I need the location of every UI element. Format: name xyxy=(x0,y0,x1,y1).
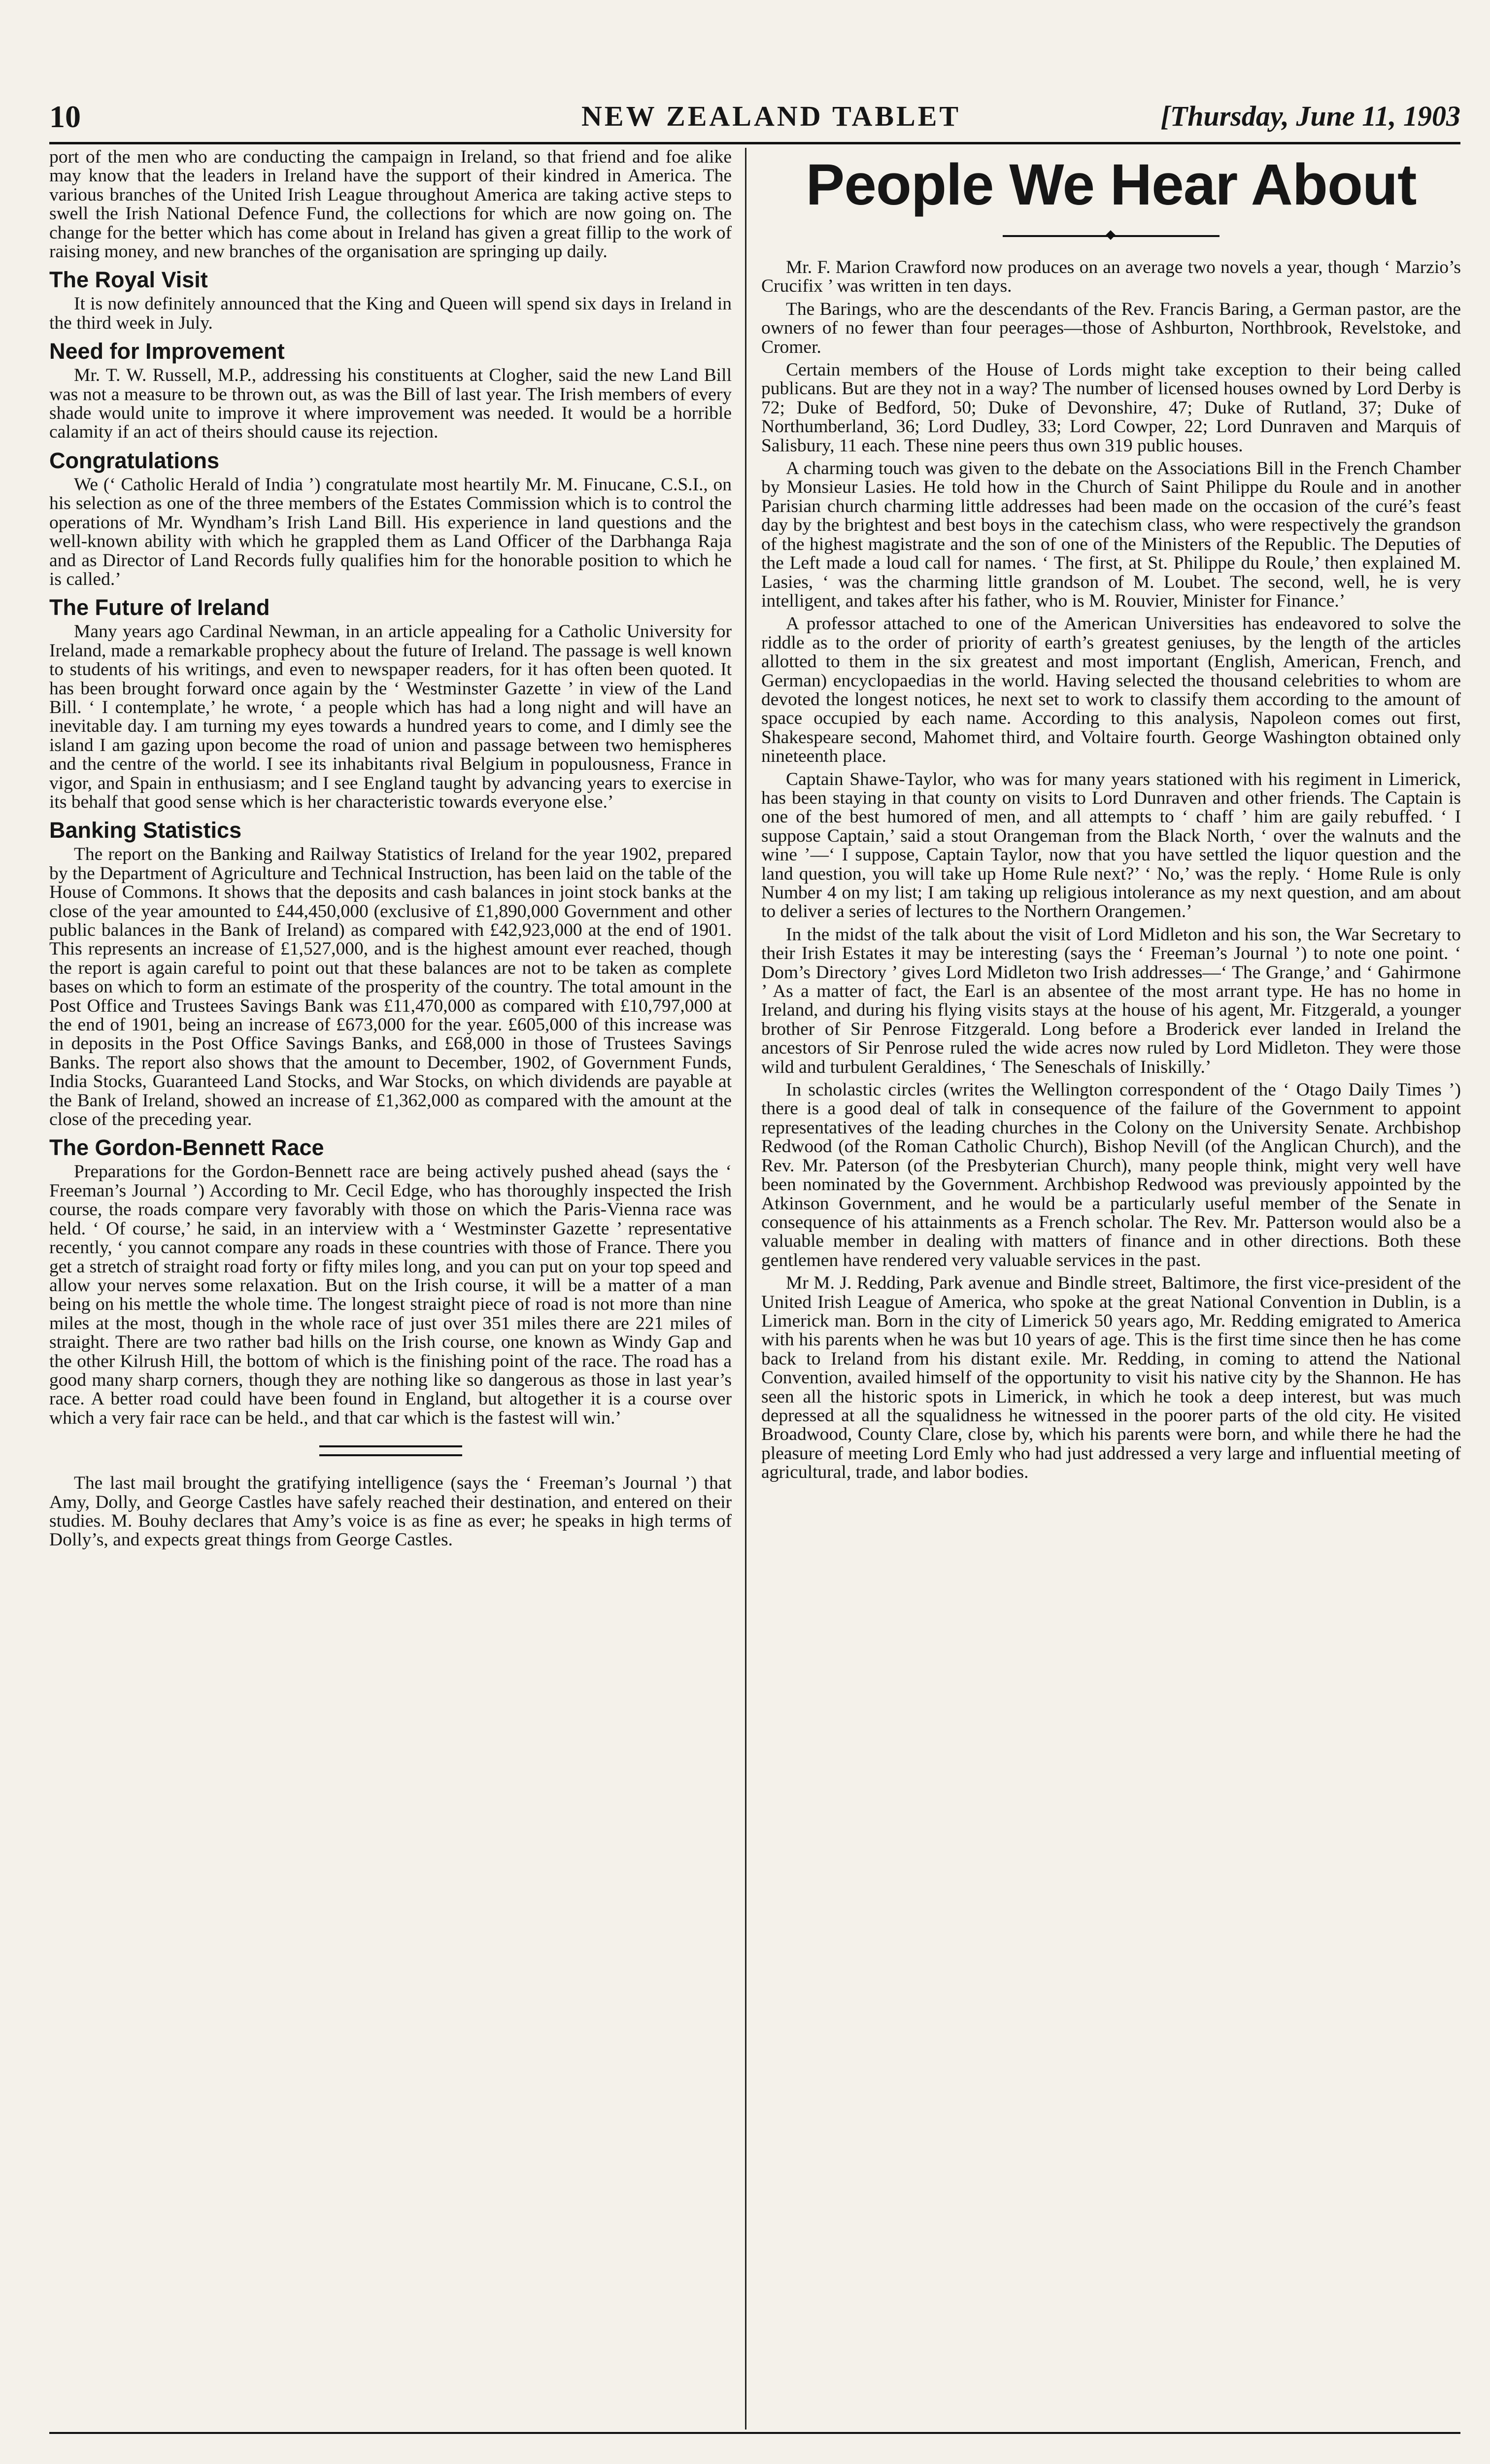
right-column xyxy=(761,148,1461,2439)
column-title: People We Hear About xyxy=(806,152,1417,217)
section-heading: Banking Statistics xyxy=(49,818,242,843)
section-end-rule xyxy=(319,1454,462,1456)
header-rule xyxy=(49,142,1460,144)
article-paragraph: Mr. T. W. Russell, M.P., addressing his constituents at Clogher, said the new Land Bill was not a measure to be thrown out, as was the Bill of last year. The Irish members of every shade would unite to improve it where improvement was needed. It would be a horrible calamity if an act of theirs should cause its rejection. xyxy=(49,365,732,443)
section-end-rule xyxy=(319,1445,462,1447)
news-item: The Barings, who are the descendants of the Rev. Francis Baring, a German pastor, are the owners of no fewer than four peerages—those of Ashburton, Northbrook, Revelstoke, and Cromer. xyxy=(761,299,1461,357)
news-item: In the midst of the talk about the visit of Lord Midleton and his son, the War Secretary to their Irish Estates it may be interesting (says the ‘ Freeman’s Journal ’) to note one point. ‘ Dom’s Directory ’ gives Lord Midleton two Irish addresses—‘ The Grange,’ and ‘ Gahirmone ’ As a matter of fact, the Earl is an absentee of the most arrant type. He has no home in Ireland, and during his flying visits stays at the house of his agent, Mr. Fitzgerald, a younger brother of Sir Penrose Fitzgerald. Long before a Broderick ever landed in Ireland the ancestors of Sir Penrose ruled the wide acres now ruled by Lord Midleton. They were those wild and turbulent Geraldines, ‘ The Seneschals of Iniskilly.’ xyxy=(761,924,1461,1077)
section-heading: Need for Improvement xyxy=(49,339,285,364)
news-item: Mr M. J. Redding, Park avenue and Bindle street, Baltimore, the first vice-president of the United Irish League of America, who spoke at the great National Convention in Dublin, is a Limerick man. Born in the city of Limerick 50 years ago, Mr. Redding emigrated to America with his parents when he was but 10 years of age. This is the first time since then he has come back to Ireland from his distant exile. Mr. Redding, in coming to attend the National Convention, availed himself of the opportunity to visit his native city by the Shannon. He has seen all the historic spots in Limerick, in which he took a deep interest, but was much depressed at all the squalidness he witnessed in the poorer parts of the old city. He visited Broadwood, County Clare, close by, which his parents were born, and while there he had the pleasure of meeting Lord Emly who had just addressed a very large and influential meeting of agricultural, trade, and labor bodies. xyxy=(761,1273,1461,1483)
article-paragraph: Many years ago Cardinal Newman, in an article appealing for a Catholic University for Ireland, made a remarkable prophecy about the future of Ireland. The passage is well known to students of his writings, and even to newspaper readers, for it has often been quoted. It has been brought forward once again by the ‘ Westminster Gazette ’ in view of the Land Bill. ‘ I contemplate,’ he wrote, ‘ a people which has had a long night and will have an inevitable day. I am turning my eyes towards a hundred years to come, and I dimly see the island I am gazing upon become the road of union and passage between two hemispheres and the centre of the world. I see its inhabitants rival Belgium in populousness, France in vigor, and Spain in enthusiasm; and I see England taught by advancing years to exercise in its behalf that good sense which is her characteristic towards everyone else.’ xyxy=(49,621,732,812)
diamond-icon xyxy=(1106,230,1116,240)
article-paragraph: Preparations for the Gordon-Bennett race are being actively pushed ahead (says the ‘ Freeman’s Journal ’) According to Mr. Cecil Edge, who has thoroughly inspected the Irish course, the roads compare very favorably with those on which the Paris-Vienna race was held. ‘ Of course,’ he said, in an interview with a ‘ Westminster Gazette ’ representative recently, ‘ you cannot compare any roads in these countries with those of France. There you get a stretch of straight road forty or fifty miles long, and you can put on your top speed and allow your nerves some relaxation. But on the Irish course, it will be a matter of a man being on his mettle the whole time. The longest straight piece of road is not more than nine miles at the most, though in the whole race of just over 351 miles there are 221 miles of straight. There are two rather bad hills on the Irish course, one known as Windy Gap and the other Kilrush Hill, the bottom of which is the finishing point of the race. The road has a good many sharp corners, though they are nothing like so dangerous as those in last year’s race. A better road could have been found in England, but altogether it is a course over which a very fair race can be held., and that car which is the fastest will win.’ xyxy=(49,1162,732,1428)
article-banking-statistics xyxy=(49,818,732,1129)
section-heading: Congratulations xyxy=(49,447,219,473)
news-item: Certain members of the House of Lords might take exception to their being called publicans. But are they not in a way? The number of licensed houses owned by Lord Derby is 72; Duke of Bedford, 50; Duke of Devonshire, 47; Duke of Rutland, 37; Duke of Northumberland, 36; Lord Dudley, 33; Lord Cowper, 22; Lord Dunraven and Marquis of Salisbury, 11 each. These nine peers thus own 319 public houses. xyxy=(761,360,1461,456)
title-ornament xyxy=(1003,231,1219,240)
section-heading: The Royal Visit xyxy=(49,267,208,293)
closing-paragraph: The last mail brought the gratifying intelligence (says the ‘ Freeman’s Journal ’) that Amy, Dolly, and George Castles have safely reached their destination, and entered on their studies. M. Bouhy declares that Amy’s voice is as fine as ever; he speaks in high terms of Dolly’s, and expects great things from George Castles. xyxy=(49,1473,732,1550)
issue-date: [Thursday, June 11, 1903 xyxy=(1160,100,1460,132)
news-item: In scholastic circles (writes the Wellington correspondent of the ‘ Otago Daily Times ’) there is a good deal of talk in consequence of the failure of the Government to appoint representatives of the leading churches in the Colony on the University Senate. Archbishop Redwood (of the Roman Catholic Church), Bishop Nevill (of the Anglican Church), and the Rev. Mr. Paterson (of the Presbyterian Church), many people think, might very well have been nominated by the Government. Archbishop Redwood was previously appointed by the Atkinson Government, and he would be a particularly useful member of the Senate in consequence of his attainments as a French scholar. The Rev. Mr. Patterson would also be a valuable member in dealing with matters of finance and in other directions. Both these gentlemen have rendered very valuable services in the past. xyxy=(761,1080,1461,1270)
article-gordon-bennett-race xyxy=(49,1135,732,1428)
section-heading: The Future of Ireland xyxy=(49,595,270,620)
section-heading: The Gordon-Bennett Race xyxy=(49,1135,324,1161)
article-paragraph: The report on the Banking and Railway Statistics of Ireland for the year 1902, prepared by the Department of Agriculture and Technical Instruction, has been laid on the table of the House of Commons. It shows that the deposits and cash balances in joint stock banks at the close of the year amounted to £44,450,000 (exclusive of £1,890,000 Government and other public balances in the Bank of Ireland) as compared with £42,923,000 at the end of 1901. This represents an increase of £1,527,000, and is the highest amount ever reached, though the report is again careful to point out that these balances are not to be taken as complete bases on which to form an estimate of the prosperity of the country. The total amount in the Post Office and Trustees Savings Bank was £11,470,000 as compared with £10,797,000 at the end of 1901, being an increase of £673,000 for the year. £605,000 of this increase was in deposits in the Post Office Savings Banks, and £68,000 in those of Trustees Savings Banks. The report also shows that the amount to December, 1902, of Government Funds, India Stocks, Guaranteed Land Stocks, and War Stocks, on which dividends are payable at the Bank of Ireland, showed an increase of £1,362,000 as compared with the amount at the close of the preceding year. xyxy=(49,844,732,1130)
news-item: Mr. F. Marion Crawford now produces on an average two novels a year, though ‘ Marzio’s Crucifix ’ was written in ten days. xyxy=(761,257,1461,297)
article-royal-visit xyxy=(49,267,732,333)
news-item: Captain Shawe-Taylor, who was for many years stationed with his regiment in Limerick, has been staying in that county on visits to Lord Dunraven and other friends. The Captain is one of the best humored of men, and all attempts to ‘ chaff ’ him are gaily rebuffed. ‘ I suppose Captain,’ said a stout Orangeman from the Black North, ‘ over the walnuts and the wine ’—‘ I suppose, Captain Taylor, now that you have settled the liquor question and the land question, you will take up Home Rule next?’ ‘ No,’ was the reply. ‘ Home Rule is only Number 4 on my list; I am taking up religious intolerance as my next question, and am about to deliver a series of lectures to the Northern Orangemen.’ xyxy=(761,769,1461,922)
column-divider xyxy=(745,148,746,2430)
article-need-for-improvement xyxy=(49,339,732,442)
article-future-of-ireland xyxy=(49,595,732,812)
news-item: A charming touch was given to the debate on the Associations Bill in the French Chamber by Monsieur Lasies. He told how in the Church of Saint Philippe du Roule and in another Parisian church charming little addresses had been made on the occasion of the curé’s feast day by the brightest and best boys in the catechism class, who were respectively the grandson of the highest magistrate and the son of one of the Ministers of the Republic. The Deputies of the Left made a loud call for names. ‘ The first, at St. Philippe du Roule,’ then explained M. Lasies, ‘ was the charming little grandson of M. Loubet. The second, well, he is very intelligent, and takes after his father, who is M. Rouvier, Minister for Finance.’ xyxy=(761,458,1461,611)
intro-paragraph: port of the men who are conducting the campaign in Ireland, so that friend and foe alike may know that the leaders in Ireland have the support of their kindred in America. The various branches of the United Irish League throughout America are taking active steps to swell the Irish National Defence Fund, the collections for which are now going on. The change for the better which has come about in Ireland has given a great fillip to the work of raising money, and new branches of the organisation are springing up daily. xyxy=(49,148,732,262)
article-paragraph: It is now definitely announced that the King and Queen will spend six days in Ireland in the third week in July. xyxy=(49,294,732,333)
article-paragraph: We (‘ Catholic Herald of India ’) congratulate most heartily Mr. M. Finucane, C.S.I., on his selection as one of the three members of the Estates Commission which is to control the operations of Mr. Wyndham’s Irish Land Bill. His experience in land questions and the well-known ability with which he grappled them as Land Officer of the Darbhanga Raja and as Director of Land Records fully qualifies him for the honorable position to which he is called.’ xyxy=(49,474,732,589)
footer-rule xyxy=(49,2432,1460,2434)
news-item: A professor attached to one of the American Universities has endeavored to solve the riddle as to the order of priority of earth’s greatest geniuses, by the length of the articles allotted to them in the six greatest and most important (English, American, French, and German) encyclopaedias in the world. Having selected the thousand celebrities to whom are devoted the longest notices, he next set to work to classify them according to the amount of space occupied by each name. According to this analysis, Napoleon comes out first, Shakespeare second, Mahomet third, and Voltaire fourth. George Washington obtained only nineteenth place. xyxy=(761,614,1461,767)
left-column xyxy=(49,148,732,2439)
article-congratulations xyxy=(49,448,732,589)
page-header xyxy=(49,99,1460,143)
paper-name: NEW ZEALAND TABLET xyxy=(581,100,961,132)
page-number: 10 xyxy=(49,99,81,134)
